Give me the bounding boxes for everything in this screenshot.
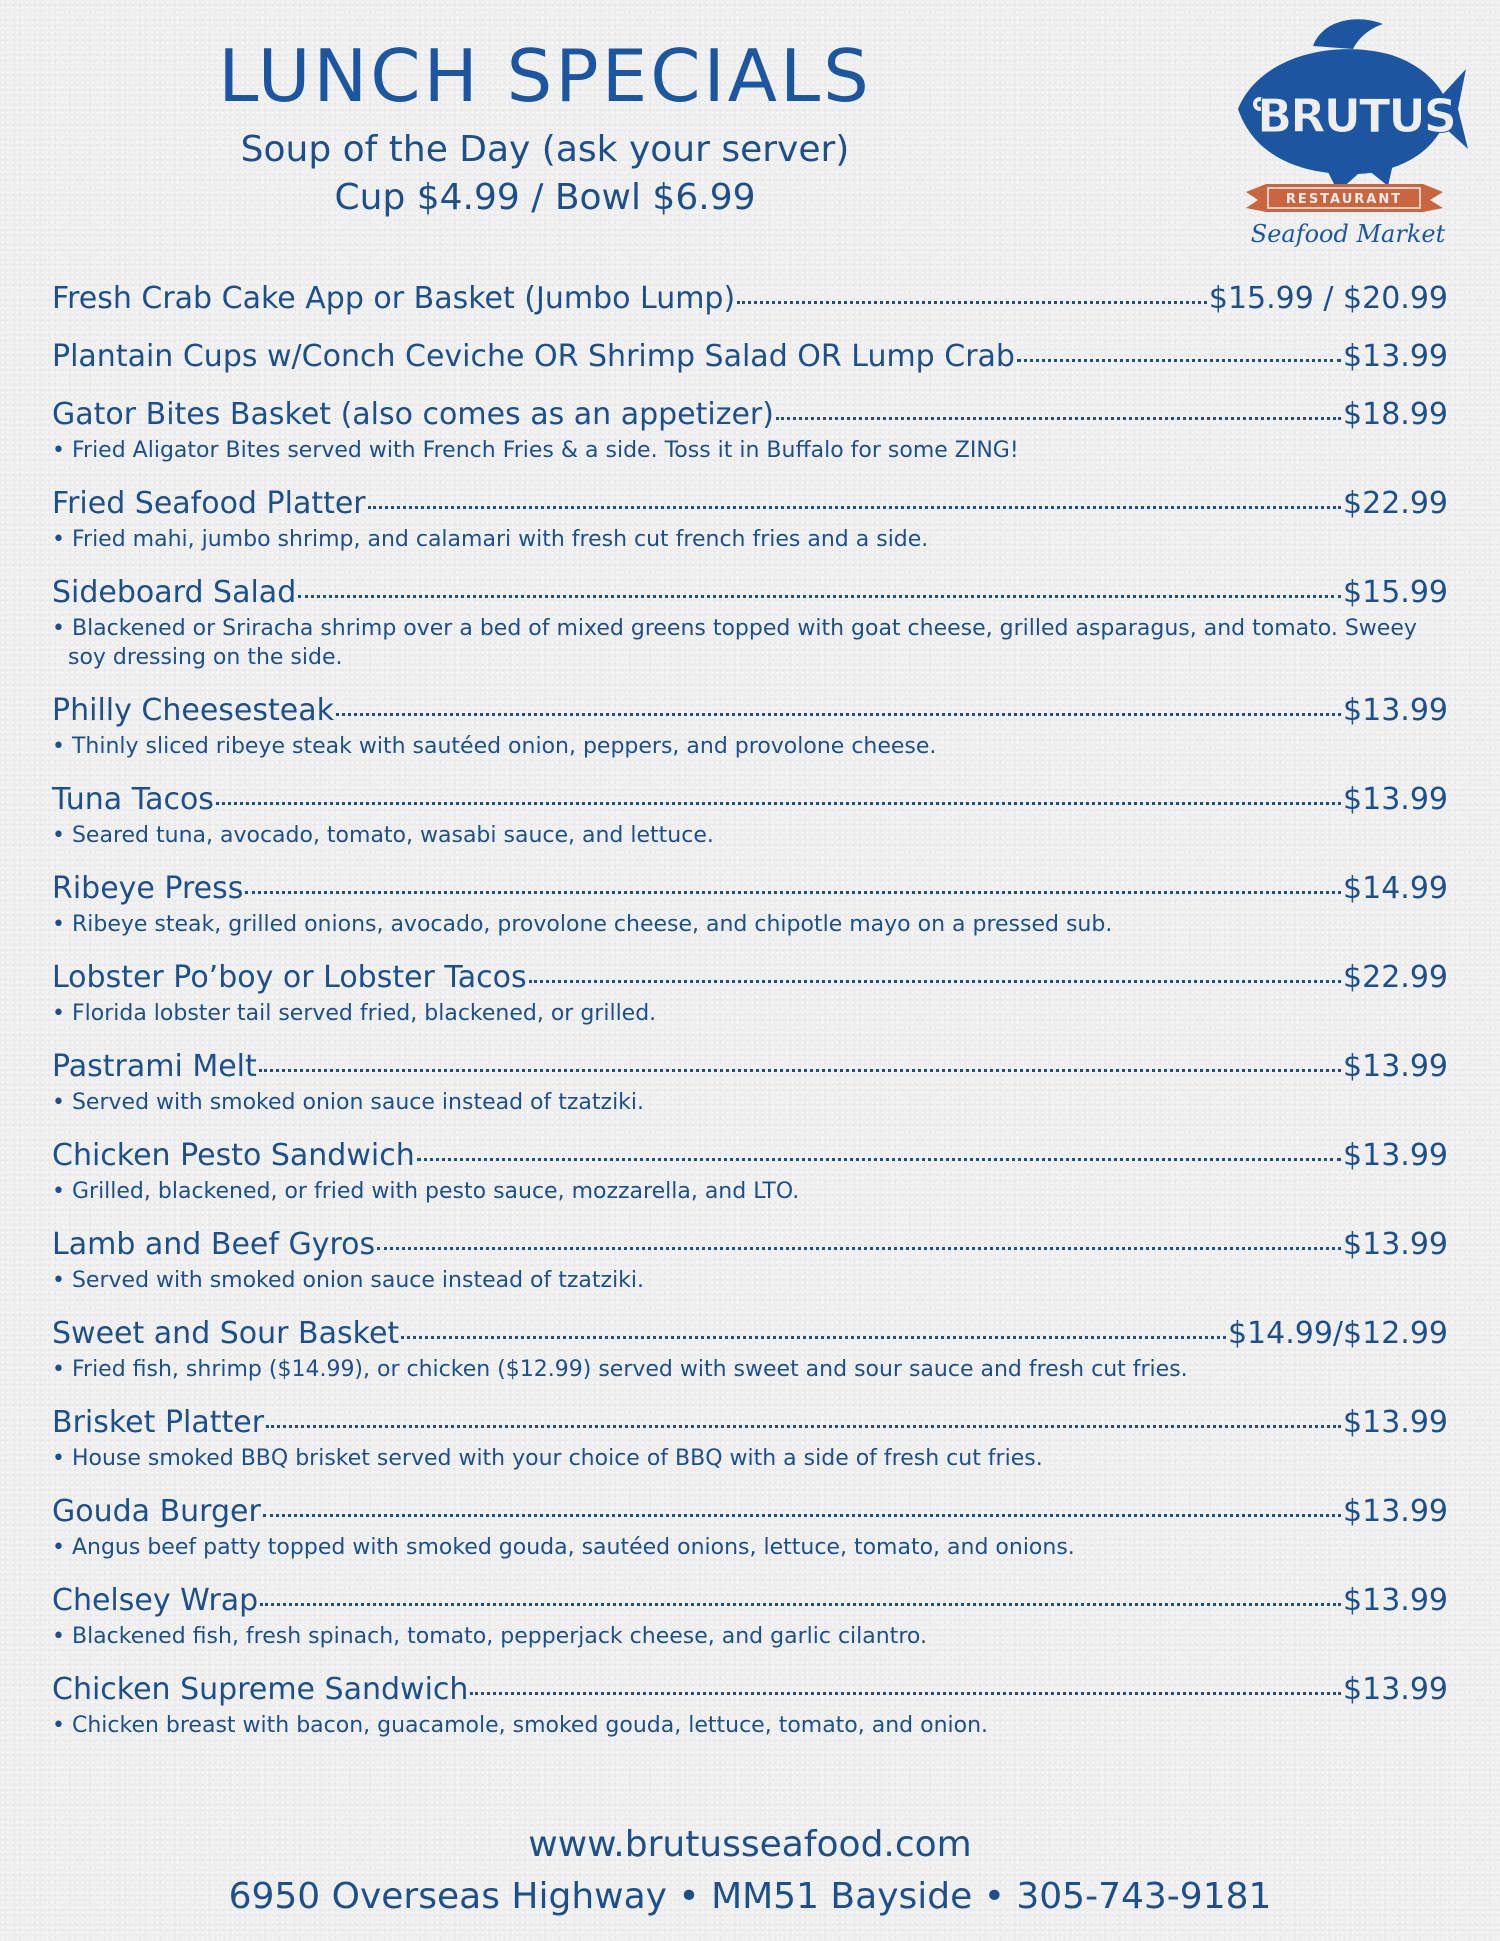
dot-leader <box>336 713 1341 716</box>
logo-script: Seafood Market <box>1250 220 1446 248</box>
menu-item <box>52 574 1448 672</box>
item-price: $13.99 <box>1343 782 1448 817</box>
menu-item <box>52 1137 1448 1206</box>
item-name: Lobster Po’boy or Lobster Tacos <box>52 960 527 995</box>
menu-item <box>52 338 1448 376</box>
item-name: Fried Seafood Platter <box>52 486 366 521</box>
item-name: Gouda Burger <box>52 1494 261 1529</box>
website: www.brutusseafood.com <box>528 1824 972 1865</box>
item-name: Sweet and Sour Basket <box>52 1316 400 1351</box>
menu-item <box>52 280 1448 318</box>
menu-item <box>52 1226 1448 1295</box>
header <box>0 34 1090 222</box>
item-name: Ribeye Press <box>52 871 244 906</box>
menu-item <box>52 692 1448 761</box>
menu-item <box>52 485 1448 554</box>
brutus-logo <box>1218 14 1468 254</box>
item-price: $22.99 <box>1343 960 1448 995</box>
menu-item-row <box>52 338 1448 376</box>
menu-item-row <box>52 485 1448 523</box>
dot-leader <box>216 802 1341 805</box>
menu-item-row <box>52 396 1448 434</box>
item-description: • Served with smoked onion sauce instead of tzatziki. <box>52 1268 645 1293</box>
menu-item <box>52 396 1448 465</box>
dot-leader <box>401 1336 1226 1339</box>
menu-item <box>52 870 1448 939</box>
item-name: Brisket Platter <box>52 1405 265 1440</box>
menu-item-row <box>52 870 1448 908</box>
item-name: Pastrami Melt <box>52 1049 257 1084</box>
item-description: • Blackened fish, fresh spinach, tomato, pepperjack cheese, and garlic cilantro. <box>52 1624 927 1649</box>
menu-item <box>52 1493 1448 1562</box>
item-description: • Thinly sliced ribeye steak with sautéed onion, peppers, and provolone cheese. <box>52 734 937 759</box>
menu-item-row <box>52 692 1448 730</box>
item-description: • Served with smoked onion sauce instead of tzatziki. <box>52 1090 645 1115</box>
menu-item-row <box>52 781 1448 819</box>
menu-list <box>52 280 1448 1760</box>
menu-item <box>52 959 1448 1028</box>
menu-item-row <box>52 1493 1448 1531</box>
dot-leader <box>776 417 1341 420</box>
menu-item-row <box>52 574 1448 612</box>
item-name: Tuna Tacos <box>52 782 214 817</box>
soup-price: Cup $4.99 / Bowl $6.99 <box>334 177 756 218</box>
item-description: • Ribeye steak, grilled onions, avocado, provolone cheese, and chipotle mayo on a pressed sub. <box>52 912 1113 937</box>
dot-leader <box>1017 359 1341 362</box>
dot-leader <box>377 1247 1341 1250</box>
item-price: $15.99 / $20.99 <box>1208 281 1448 316</box>
dot-leader <box>245 891 1341 894</box>
item-price: $13.99 <box>1343 1405 1448 1440</box>
menu-item <box>52 1671 1448 1740</box>
dot-leader <box>368 506 1341 509</box>
menu-item <box>52 1404 1448 1473</box>
item-price: $15.99 <box>1343 575 1448 610</box>
item-price: $13.99 <box>1343 1138 1448 1173</box>
item-price: $13.99 <box>1343 1049 1448 1084</box>
logo-banner: RESTAURANT <box>1285 192 1403 207</box>
dot-leader <box>263 1514 1341 1517</box>
menu-item <box>52 1048 1448 1117</box>
menu-item-row <box>52 1582 1448 1620</box>
item-name: Chicken Pesto Sandwich <box>52 1138 415 1173</box>
item-price: $14.99/$12.99 <box>1227 1316 1448 1351</box>
menu-item-row <box>52 1404 1448 1442</box>
dot-leader <box>417 1158 1341 1161</box>
item-price: $18.99 <box>1343 397 1448 432</box>
item-name: Fresh Crab Cake App or Basket (Jumbo Lump) <box>52 281 736 316</box>
item-description: • Fried mahi, jumbo shrimp, and calamari with fresh cut french fries and a side. <box>52 527 929 552</box>
item-name: Gator Bites Basket (also comes as an appetizer) <box>52 397 774 432</box>
item-name: Lamb and Beef Gyros <box>52 1227 376 1262</box>
dot-leader <box>259 1069 1341 1072</box>
dot-leader <box>737 301 1207 304</box>
item-price: $13.99 <box>1343 1672 1448 1707</box>
menu-item-row <box>52 1048 1448 1086</box>
item-name: Chelsey Wrap <box>52 1583 259 1618</box>
menu-item-row <box>52 1137 1448 1175</box>
dot-leader <box>529 980 1341 983</box>
dot-leader <box>298 595 1341 598</box>
item-description: • Grilled, blackened, or fried with pesto sauce, mozzarella, and LTO. <box>52 1179 800 1204</box>
item-description: • Angus beef patty topped with smoked gouda, sautéed onions, lettuce, tomato, and onions. <box>52 1535 1075 1560</box>
item-name: Philly Cheesesteak <box>52 693 334 728</box>
soup-of-the-day <box>0 126 1090 222</box>
menu-item <box>52 1582 1448 1651</box>
item-price: $22.99 <box>1343 486 1448 521</box>
menu-item-row <box>52 959 1448 997</box>
menu-item-row <box>52 1226 1448 1264</box>
address: 6950 Overseas Highway • MM51 Bayside • 305-743-9181 <box>228 1876 1272 1917</box>
item-price: $13.99 <box>1343 693 1448 728</box>
item-description: • Florida lobster tail served fried, blackened, or grilled. <box>52 1001 657 1026</box>
menu-item <box>52 1315 1448 1384</box>
item-description: • Seared tuna, avocado, tomato, wasabi sauce, and lettuce. <box>52 823 714 848</box>
menu-item-row <box>52 1671 1448 1709</box>
page-title: LUNCH SPECIALS <box>218 34 872 118</box>
item-description: • House smoked BBQ brisket served with your choice of BBQ with a side of fresh cut fries. <box>52 1446 1043 1471</box>
dot-leader <box>470 1692 1341 1695</box>
soup-line: Soup of the Day (ask your server) <box>240 129 850 170</box>
logo-name: BRUTUS <box>1257 89 1455 143</box>
item-name: Chicken Supreme Sandwich <box>52 1672 469 1707</box>
item-price: $13.99 <box>1343 1227 1448 1262</box>
item-price: $13.99 <box>1343 1583 1448 1618</box>
item-description: • Fried Aligator Bites served with French Fries & a side. Toss it in Buffalo for some ZING! <box>52 438 1019 463</box>
item-price: $13.99 <box>1343 339 1448 374</box>
item-description: • Fried fish, shrimp ($14.99), or chicken ($12.99) served with sweet and sour sauce and fresh cut fries. <box>52 1357 1188 1382</box>
item-price: $13.99 <box>1343 1494 1448 1529</box>
item-description: • Blackened or Sriracha shrimp over a bed of mixed greens topped with goat cheese, grilled asparagus, and tomato. Sweey soy dressing on the side. <box>52 616 1417 670</box>
item-description: • Chicken breast with bacon, guacamole, smoked gouda, lettuce, tomato, and onion. <box>52 1713 989 1738</box>
dot-leader <box>266 1425 1341 1428</box>
dot-leader <box>260 1603 1341 1606</box>
item-name: Plantain Cups w/Conch Ceviche OR Shrimp Salad OR Lump Crab <box>52 339 1015 374</box>
menu-item-row <box>52 1315 1448 1353</box>
item-name: Sideboard Salad <box>52 575 297 610</box>
menu-item <box>52 781 1448 850</box>
item-price: $14.99 <box>1343 871 1448 906</box>
menu-item-row <box>52 280 1448 318</box>
